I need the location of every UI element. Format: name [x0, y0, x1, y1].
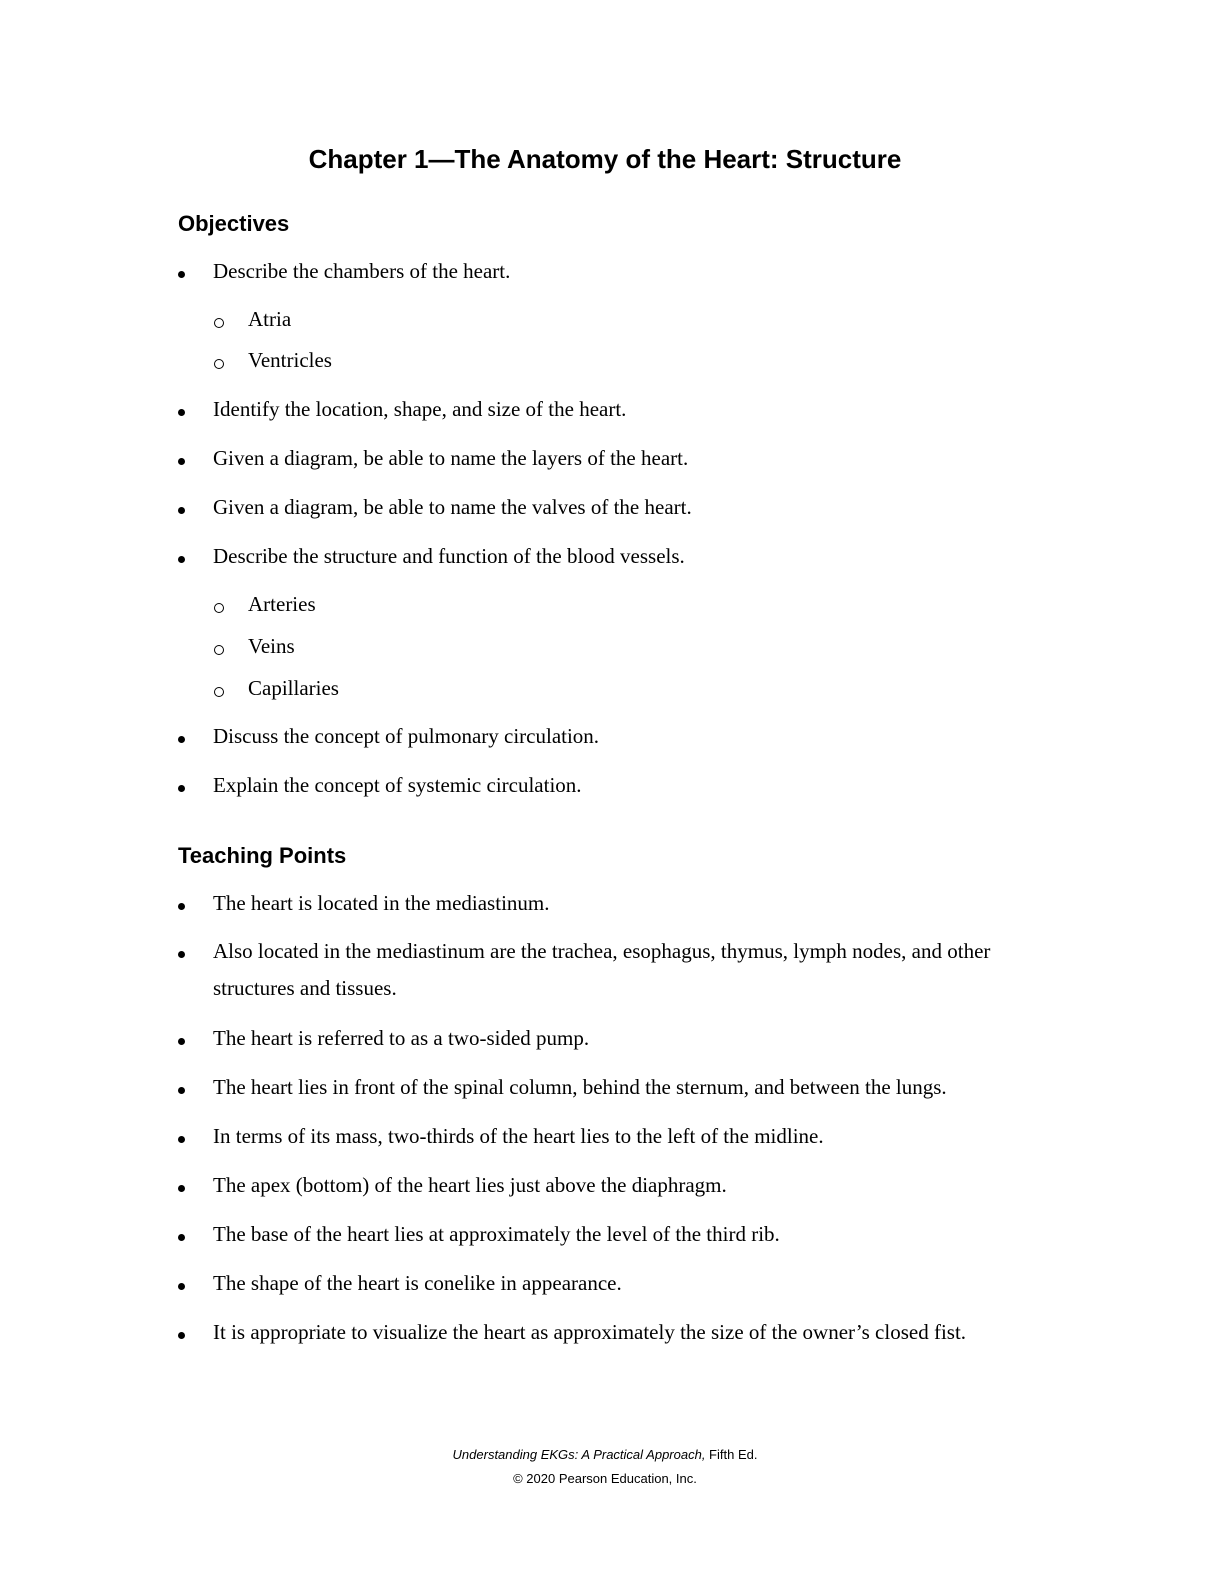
bullet-icon: [178, 507, 185, 514]
bullet-icon: [178, 1087, 185, 1094]
bullet-icon: [178, 951, 185, 958]
page-title: Chapter 1—The Anatomy of the Heart: Structure: [308, 144, 902, 174]
bullet-icon: [178, 1185, 185, 1192]
footer-copyright: © 2020 Pearson Education, Inc.: [513, 1471, 697, 1486]
bullet-icon: [178, 903, 185, 910]
footer-book-title: Understanding EKGs: A Practical Approach,: [452, 1447, 706, 1462]
bullet-icon: [178, 785, 185, 792]
bullet-icon: [178, 1038, 185, 1045]
bullet-icon: [178, 271, 185, 278]
bullet-icon: [178, 1332, 185, 1339]
bullet-icon: [178, 409, 185, 416]
hollow-bullet-icon: [214, 359, 224, 369]
hollow-bullet-icon: [214, 687, 224, 697]
bullet-icon: [178, 1283, 185, 1290]
bullet-icon: [178, 458, 185, 465]
bullet-icon: [178, 1136, 185, 1143]
bullet-icon: [178, 736, 185, 743]
hollow-bullet-icon: [214, 603, 224, 613]
objectives-heading: Objectives: [178, 211, 290, 236]
footer-edition: Fifth Ed.: [705, 1447, 758, 1462]
hollow-bullet-icon: [214, 318, 224, 328]
bullet-icon: [178, 1234, 185, 1241]
bullet-icon: [178, 556, 185, 563]
hollow-bullet-icon: [214, 645, 224, 655]
teaching-points-heading: Teaching Points: [178, 843, 347, 868]
footer-citation: [0, 1447, 1210, 1462]
